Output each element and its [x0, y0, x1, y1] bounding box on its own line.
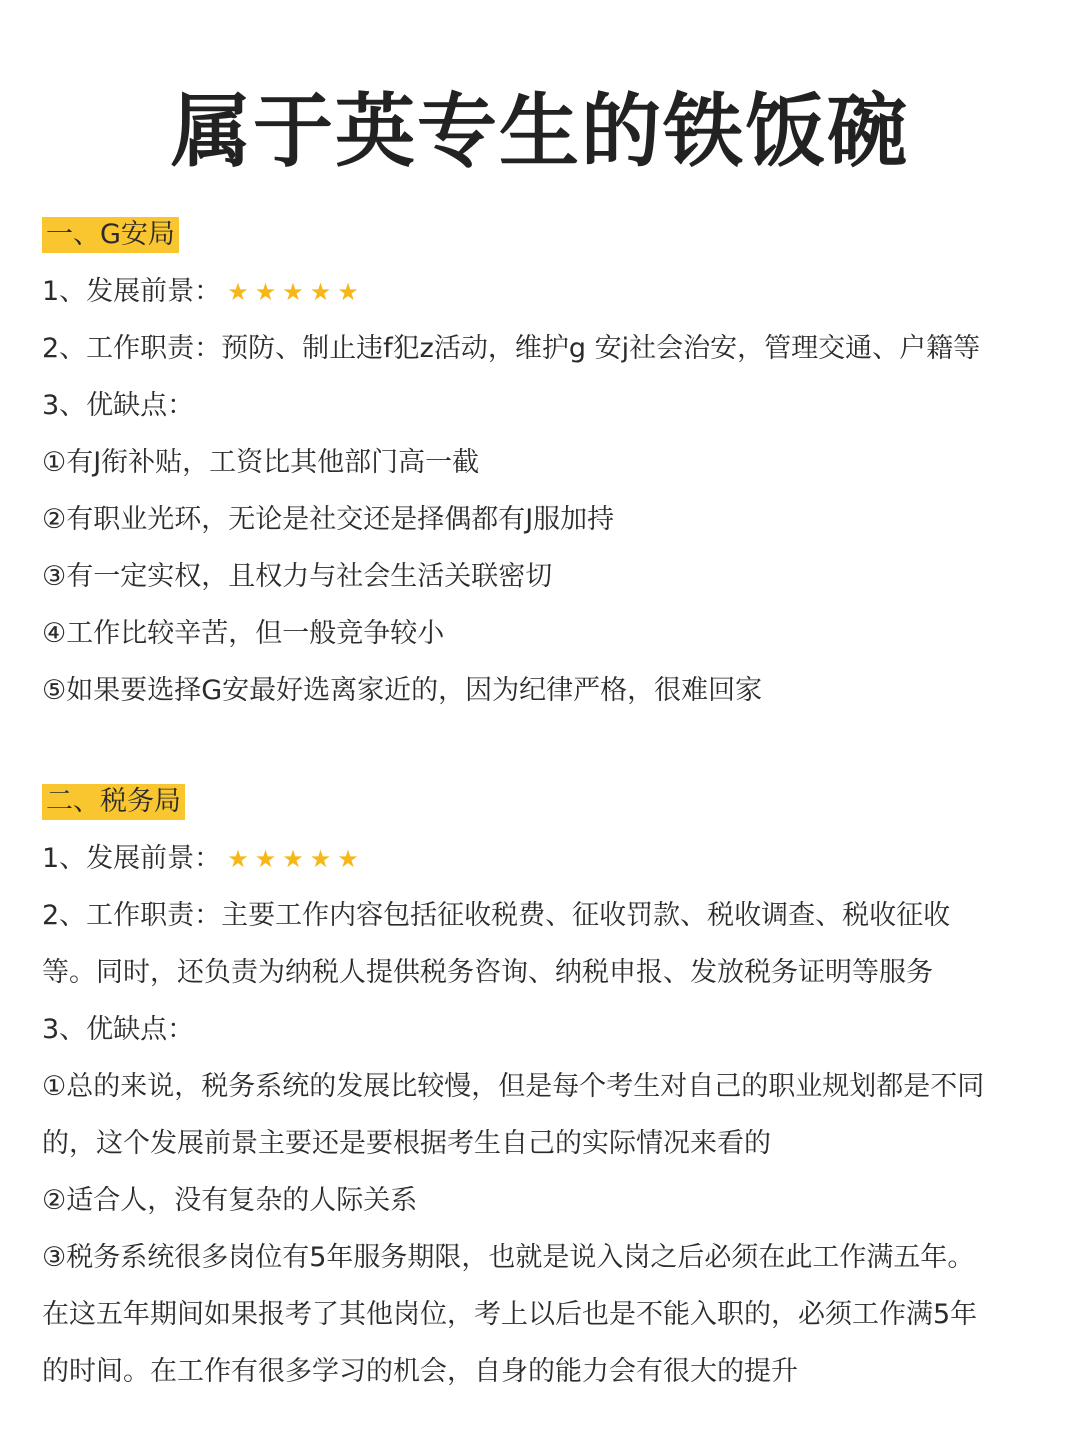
list-item: 在这五年期间如果报考了其他岗位，考上以后也是不能入职的，必须工作满5年	[42, 1299, 978, 1330]
list-item: ④工作比较辛苦，但一般竞争较小	[42, 618, 445, 649]
list-item: ③有一定实权，且权力与社会生活关联密切	[42, 561, 553, 592]
page-title: 属于英专生的铁饭碗	[171, 85, 909, 178]
list-item: ②有职业光环，无论是社交还是择偶都有J服加持	[42, 504, 615, 535]
star-rating-icon: ★★★★★	[227, 845, 365, 873]
list-item: 3、优缺点：	[42, 390, 195, 421]
star-rating-icon: ★★★★★	[227, 278, 365, 306]
list-item: ⑤如果要选择G安最好选离家近的，因为纪律严格，很难回家	[42, 675, 763, 706]
list-item: ①有J衔补贴，工资比其他部门高一截	[42, 447, 480, 478]
list-item: 等。同时，还负责为纳税人提供税务咨询、纳税申报、发放税务证明等服务	[42, 957, 933, 988]
list-item: ③税务系统很多岗位有5年服务期限，也就是说入岗之后必须在此工作满五年。	[42, 1242, 975, 1273]
list-item: ②适合人，没有复杂的人际关系	[42, 1185, 418, 1216]
section-gongan	[42, 217, 1042, 719]
section-heading: 一、G安局	[42, 217, 179, 253]
list-item: ①总的来说，税务系统的发展比较慢，但是每个考生对自己的职业规划都是不同	[42, 1071, 985, 1102]
list-item: 的，这个发展前景主要还是要根据考生自己的实际情况来看的	[42, 1128, 771, 1159]
section-shuiwu	[42, 784, 1042, 1400]
list-item: 3、优缺点：	[42, 1014, 195, 1045]
list-item: 2、工作职责：主要工作内容包括征收税费、征收罚款、税收调查、税收征收	[42, 900, 951, 931]
section-heading: 二、税务局	[42, 784, 185, 820]
prospect-line	[42, 830, 1042, 887]
prospect-line	[42, 263, 1042, 320]
list-item: 2、工作职责：预防、制止违f犯z活动，维护g 安j社会治安，管理交通、户籍等	[42, 333, 981, 364]
prospect-label: 1、发展前景：	[42, 843, 222, 874]
prospect-label: 1、发展前景：	[42, 276, 222, 307]
list-item: 的时间。在工作有很多学习的机会，自身的能力会有很大的提升	[42, 1356, 798, 1387]
